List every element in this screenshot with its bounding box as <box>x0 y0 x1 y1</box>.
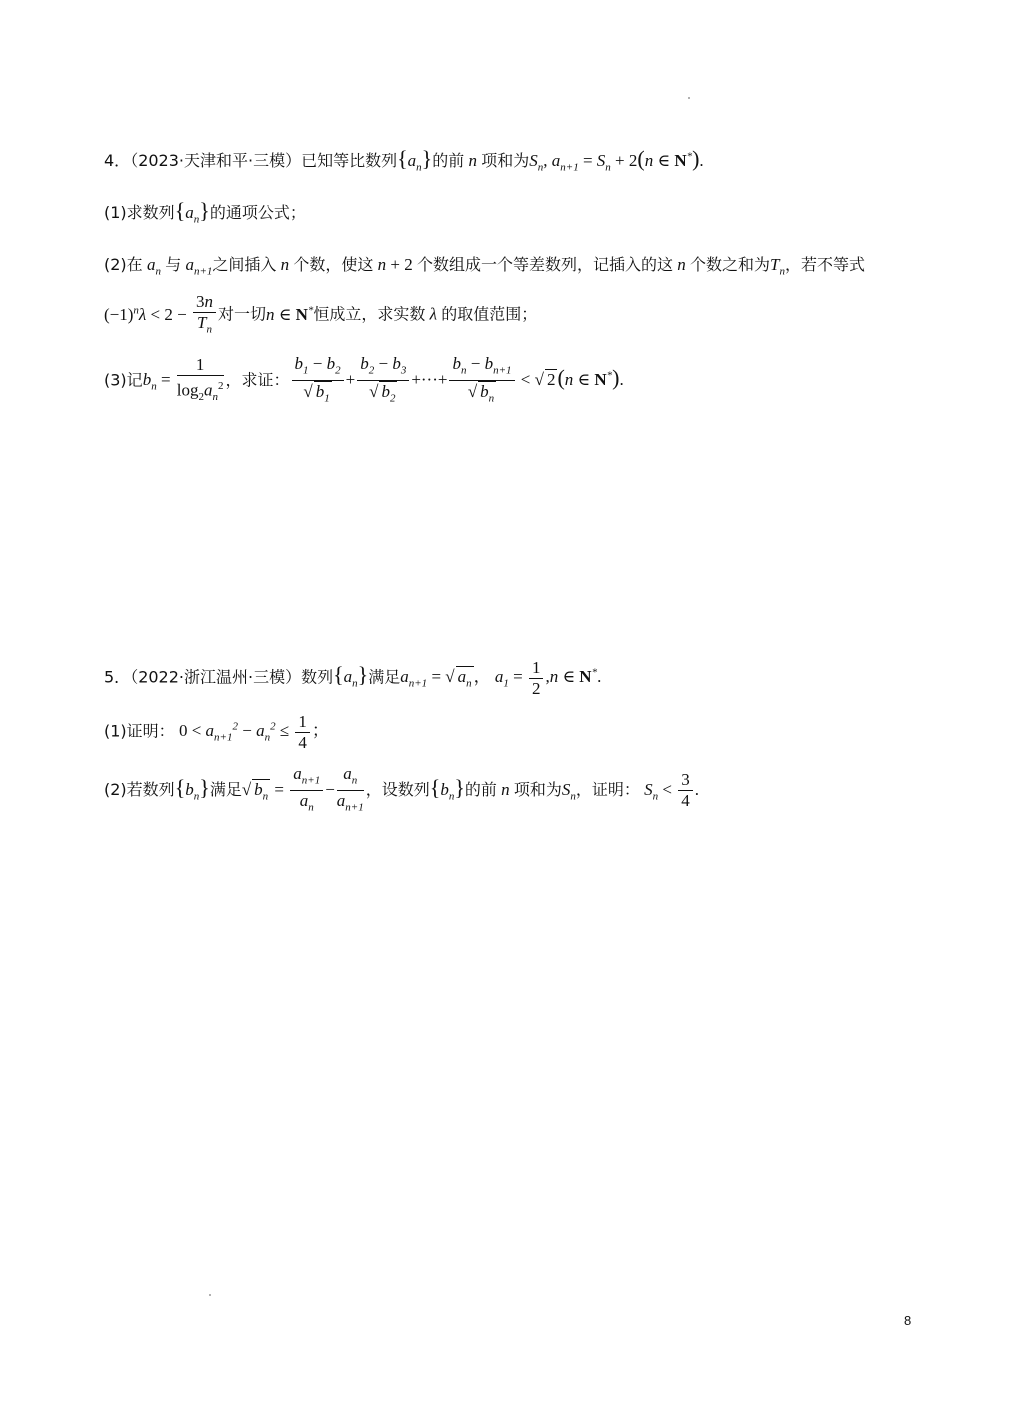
problem-5-part-1: (1)证明： $0 < a_{n+1}^2 - a_n^2$ ≤ $\frac{1}{4}$ ； <box>104 712 329 752</box>
math-seq-a: $\{a_n\}$ <box>397 146 433 174</box>
math-recurrence: $S_n$, $a_{n+1} = S_n + 2(n$ ∈ N*). <box>529 146 704 174</box>
math-b-def: $b_n$ = $\frac{1}{\log_2a_n^2}$ <box>142 355 224 404</box>
problem-4-part-3: (3)记$b_n$ = $\frac{1}{\log_2a_n^2}$ ，求证： $\frac{b_1 - b_2}{√ b_1}$ + $\frac{b_2 - b_3}{√ b_2}$ +···+ $\frac{b_n - b_{n+1}}{√ b_n}$ < √ 2(n ∈ N*). <box>104 354 624 409</box>
math-inequality: $(-1)^n\lambda < 2$ − $\frac{3n}{T_n}$ <box>104 305 218 324</box>
problem-4-part-2-inequality: $(-1)^n\lambda < 2$ − $\frac{3n}{T_n}$ 对一切n ∈ N*恒成立，求实数 λ 的取值范围； <box>104 292 538 336</box>
problem-4-part-2: (2)在 $a_n$ 与 $a_{n+1}$之间插入 n 个数，使这 n + 2 个数组成一个等差数列，记插入的这 n 个数之和为$T_n$，若不等式 <box>104 255 866 278</box>
problem-4-part-1: (1)求数列$\{a_n\}$的通项公式； <box>104 198 306 226</box>
math-recurrence: $a_{n+1}$ = √ $a_n$ ， $a_1$ = $\frac{1}{2}$ ,n ∈ N*. <box>400 658 602 698</box>
problem-number: 4． <box>104 151 131 170</box>
math-inequality: $0 < a_{n+1}^2 - a_n^2$ ≤ $\frac{1}{4}$ ； <box>174 712 329 752</box>
speck-top <box>688 97 690 99</box>
problem-4-stem: 4．（2023·天津和平·三模）已知等比数列$\{a_n\}$的前 n 项和为$S_n$, $a_{n+1} = S_n + 2(n$ ∈ N*). <box>104 146 704 174</box>
problem-5-part-2: (2)若数列$\{b_n\}$满足√ $b_n$ = $\frac{a_{n+1}}{a_n}$ − $\frac{a_n}{a_{n+1}}$ ，设数列$\{b_n\}$的前 n 项和为$S_n$，证明： $S_n$ < $\frac{3}{4}$ . <box>104 764 700 814</box>
problem-5-stem: 5．（2022·浙江温州·三模）数列$\{a_n\}$满足$a_{n+1}$ = √ $a_n$ ， $a_1$ = $\frac{1}{2}$ ,n ∈ N*. <box>104 658 602 698</box>
problem-source: （2023·天津和平·三模） <box>130 151 302 170</box>
page-number: 8 <box>904 1313 912 1328</box>
speck-bottom <box>209 1294 211 1296</box>
problem-number: 5． <box>104 667 131 687</box>
math-conclusion: $S_n$ < $\frac{3}{4}$ . <box>639 770 700 811</box>
math-sum-inequality: $\frac{b_1 - b_2}{√ b_1}$ + $\frac{b_2 - b_3}{√ b_2}$ +···+ $\frac{b_n - b_{n+1}}{√ b_n}$ < √ 2(n ∈ N*). <box>290 370 624 389</box>
problem-source: （2022·浙江温州·三模） <box>130 667 302 687</box>
math-b-def: √ $b_n$ = $\frac{a_{n+1}}{a_n}$ − $\frac{a_n}{a_{n+1}}$ <box>241 764 364 814</box>
